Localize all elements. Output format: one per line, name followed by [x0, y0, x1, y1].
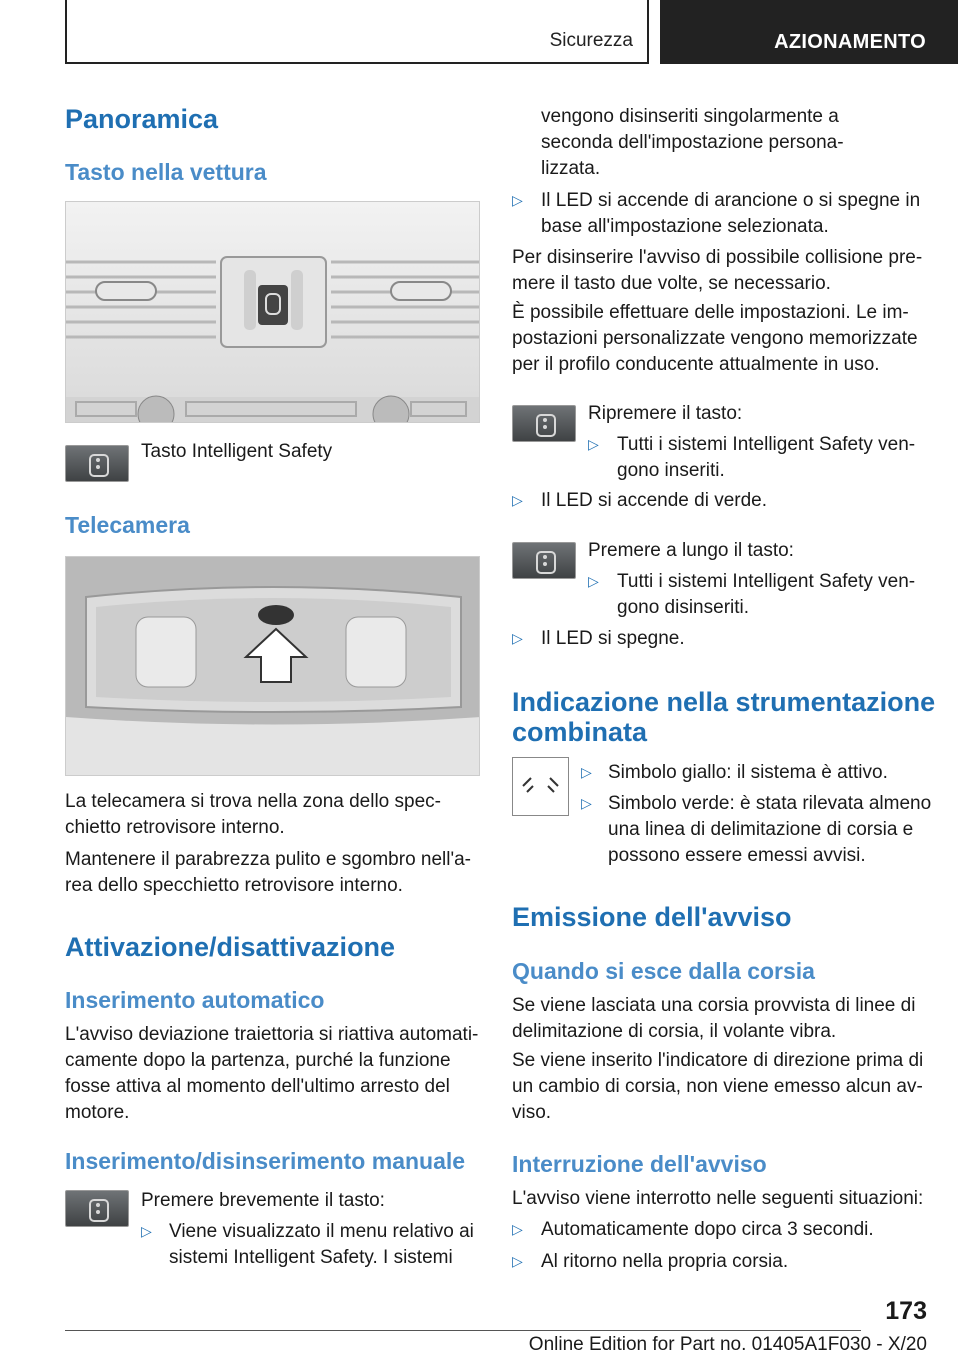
heading-indicazione-1: Indicazione nella strumentazione: [512, 687, 936, 717]
page-number: 173: [885, 1297, 927, 1325]
bullet-menu-1: Viene visualizzato il menu relativo ai: [169, 1221, 474, 1242]
heading-inserimento-auto: Inserimento automatico: [65, 987, 325, 1013]
bullet-arrow-icon: ▷: [581, 795, 592, 811]
lane-departure-icon: [512, 757, 569, 816]
caption-tasto: Tasto Intelligent Safety: [141, 441, 333, 462]
camera-photo: [65, 556, 480, 776]
bullet-tutti-ins-2: gono inseriti.: [617, 460, 725, 481]
p-camera-2b: rea dello specchietto retrovisore interno.: [65, 875, 403, 896]
p-auto-4: motore.: [65, 1102, 130, 1123]
bullet-led-1: Il LED si accende di arancione o si spegne in: [541, 190, 921, 211]
bullet-giallo-text: Simbolo giallo: il sistema è attivo.: [608, 762, 888, 783]
heading-telecamera: Telecamera: [65, 512, 190, 538]
heading-emissione: Emissione dell'avviso: [512, 902, 792, 932]
bullet-arrow-icon: ▷: [588, 436, 599, 452]
heading-indicazione-2: combinata: [512, 717, 648, 747]
footer-divider: [65, 1330, 861, 1331]
p-indicatore-2: un cambio di corsia, non viene emesso alcun av-: [512, 1076, 923, 1097]
p-camera-2a: Mantenere il parabrezza pulito e sgombro nell'a-: [65, 849, 472, 870]
p-impost-1: È possibile effettuare delle impostazioni. Le im-: [512, 302, 909, 323]
intelligent-safety-button-icon: [65, 1190, 129, 1227]
heading-manuale: Inserimento/disinserimento manuale: [65, 1148, 466, 1174]
bullet-tutti-dis-2: gono disinseriti.: [617, 597, 750, 618]
p-disinserire-2: mere il tasto due volte, se necessario.: [512, 273, 831, 294]
bullet-arrow-icon: ▷: [512, 492, 523, 508]
bullet-verde-1: Simbolo verde: è stata rilevata almeno: [608, 793, 932, 814]
p-cont-1: vengono disinseriti singolarmente a: [541, 106, 839, 127]
p-cont-2: seconda dell'impostazione persona-: [541, 132, 844, 153]
bullet-led-2: base all'impostazione selezionata.: [541, 216, 829, 237]
p-quando-2: delimitazione di corsia, il volante vibra.: [512, 1021, 837, 1042]
dashboard-button-photo: [65, 201, 480, 423]
bullet-led-spegne-text: Il LED si spegne.: [541, 628, 685, 649]
bullet-verde-3: possono essere emessi avvisi.: [608, 845, 866, 866]
p-camera-1a: La telecamera si trova nella zona dello spec-: [65, 791, 441, 812]
section-title: Sicurezza: [549, 30, 633, 51]
p-auto-1: L'avviso deviazione traiettoria si riattiva automati-: [65, 1024, 479, 1045]
intelligent-safety-button-icon: [512, 542, 576, 579]
p-premere-breve: Premere brevemente il tasto:: [141, 1190, 385, 1211]
p-premere-lungo: Premere a lungo il tasto:: [588, 540, 794, 561]
p-quando-1: Se viene lasciata una corsia provvista di linee di: [512, 995, 916, 1016]
heading-panoramica: Panoramica: [65, 104, 219, 134]
p-cont-3: lizzata.: [541, 158, 601, 179]
heading-interruzione: Interruzione dell'avviso: [512, 1151, 767, 1177]
chapter-title: AZIONAMENTO: [774, 31, 926, 53]
bullet-arrow-icon: ▷: [512, 1253, 523, 1269]
heading-attivazione: Attivazione/disattivazione: [65, 932, 396, 962]
p-ripremere: Ripremere il tasto:: [588, 403, 743, 424]
p-impost-3: per il profilo conducente attualmente in uso.: [512, 354, 880, 375]
p-indicatore-1: Se viene inserito l'indicatore di direzione prima di: [512, 1050, 924, 1071]
bullet-led-verde-text: Il LED si accende di verde.: [541, 490, 768, 511]
intelligent-safety-button-icon: [512, 405, 576, 442]
chapter-tab: [660, 0, 958, 64]
bullet-arrow-icon: ▷: [512, 630, 523, 646]
footer-edition: Online Edition for Part no. 01405A1F030 - X/20: [528, 1334, 927, 1355]
bullet-menu-2: sistemi Intelligent Safety. I sistemi: [169, 1247, 453, 1268]
intelligent-safety-button-icon: [65, 445, 129, 482]
bullet-arrow-icon: ▷: [512, 1221, 523, 1237]
bullet-arrow-icon: ▷: [512, 192, 523, 208]
bullet-ritorno-text: Al ritorno nella propria corsia.: [541, 1251, 789, 1272]
bullet-arrow-icon: ▷: [588, 573, 599, 589]
p-disinserire-1: Per disinserire l'avviso di possibile collisione pre-: [512, 247, 923, 268]
p-interr: L'avviso viene interrotto nelle seguenti situazioni:: [512, 1188, 924, 1209]
bullet-auto-3s-text: Automaticamente dopo circa 3 secondi.: [541, 1219, 874, 1240]
p-impost-2: postazioni personalizzate vengono memorizzate: [512, 328, 918, 349]
p-auto-3: fosse attiva al momento dell'ultimo arresto del: [65, 1076, 450, 1097]
heading-quando: Quando si esce dalla corsia: [512, 958, 815, 984]
p-auto-2: camente dopo la partenza, purché la funzione: [65, 1050, 451, 1071]
bullet-arrow-icon: ▷: [581, 764, 592, 780]
bullet-arrow-icon: ▷: [141, 1223, 152, 1239]
heading-tasto: Tasto nella vettura: [65, 159, 267, 185]
bullet-tutti-ins-1: Tutti i sistemi Intelligent Safety ven-: [617, 434, 916, 455]
p-camera-1b: chietto retrovisore interno.: [65, 817, 285, 838]
bullet-verde-2: una linea di delimitazione di corsia e: [608, 819, 914, 840]
section-tab: [65, 0, 649, 64]
bullet-tutti-dis-1: Tutti i sistemi Intelligent Safety ven-: [617, 571, 916, 592]
p-indicatore-3: viso.: [512, 1102, 552, 1123]
